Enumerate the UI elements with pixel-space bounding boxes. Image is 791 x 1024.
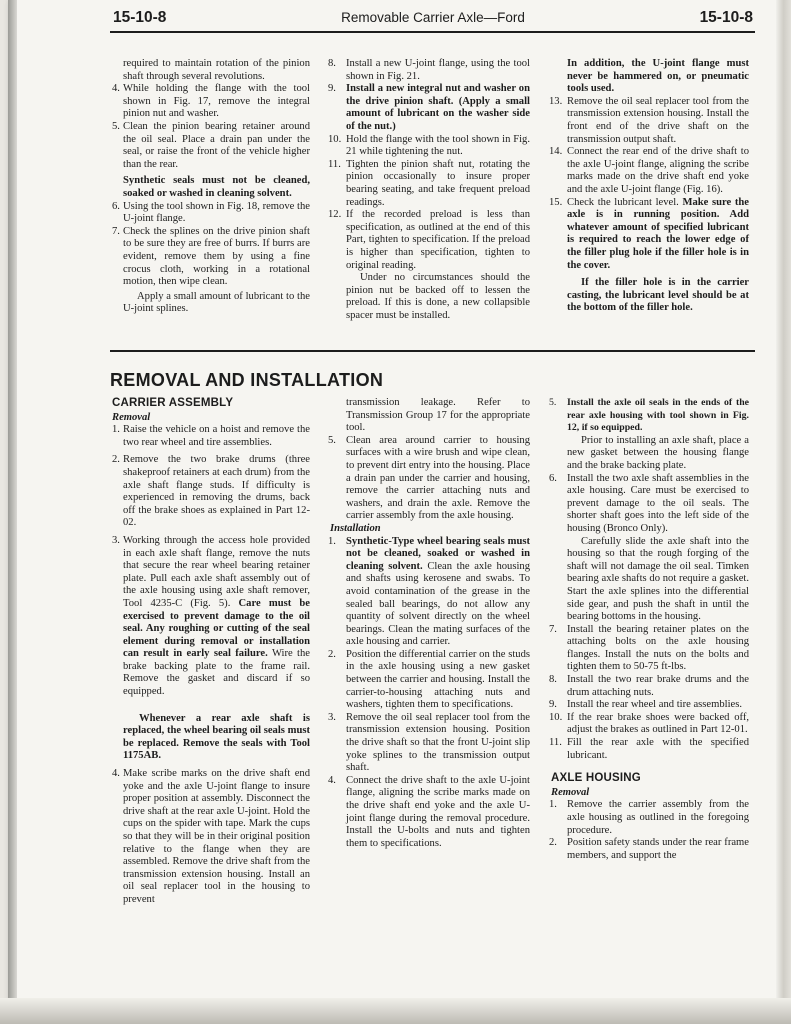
list-item: 4. Connect the drive shaft to the axle U-joint flange, aligning the scribe marks made on the drive shaft end yoke and the axle U-joint flange during the removal procedure. Install the U-bolts and nuts and tighten them to specifications. — [328, 774, 530, 849]
top-column-1 — [112, 58, 310, 316]
list-item: 2. Position safety stands under the rear frame members, and support the — [549, 837, 749, 861]
list-item: 3. Working through the access hole provided in each axle shaft flange, remove the nuts that secure the rear wheel bearing retainer plate. Pull each axle shaft assembly out of the axle housing using axle shaft remover, Tool 4235-C (Fig. 5). Care must be exercised to prevent damage to the oil seal. Any roughing or cutting of the seal element during removal or installation can result in early seal failure. Wire the brake backing plate to the frame rail. Remove the gasket and discard if so equipped. — [112, 534, 310, 698]
top-column-3 — [551, 58, 749, 315]
list-item: 9. Install the rear wheel and tire assemblies. — [549, 699, 743, 711]
list-item: 1. Synthetic-Type wheel bearing seals must not be cleaned, soaked or washed in cleaning solvent. Clean the axle housing and shafts using kerosene and swabs. To avoid contamination of the grease in the sealed ball bearings, do not allow any quantity of solvent directly on the wheel bearings. Clean the mating surfaces of the axle housing and carrier. — [328, 535, 530, 648]
warning-note: In addition, the U-joint flange must never be hammered on, or pneumatic tools used. — [567, 58, 749, 95]
paragraph: Carefully slide the axle shaft into the housing so that the rough forging of the shaft will not damage the oil seal. Timken bearing axle shafts do not require a gasket. Start the axle splines into the differential side gear, and push the shaft in until the bearing bottoms in the housing. — [567, 535, 749, 623]
page-right-edge — [776, 0, 791, 1024]
list-item: 8. Install the two rear brake drums and the drum attaching nuts. — [549, 674, 749, 698]
paragraph: required to maintain rotation of the pinion shaft through several revolutions. — [123, 58, 310, 82]
list-item: 1. Raise the vehicle on a hoist and remove the two rear wheel and tire assemblies. — [112, 424, 310, 448]
list-item: 4. While holding the flange with the tool shown in Fig. 17, remove the integral pinion nut and washer. — [112, 83, 310, 120]
list-item: 2. Remove the two brake drums (three shakeproof retainers at each drum) from the axle shaft flange studs. If difficulty is experienced in removing the drums, back off the brake shoes as explained in Part 12-02. — [112, 454, 310, 529]
page-number-right: 15-10-8 — [699, 9, 753, 26]
list-item: 14. Connect the rear end of the drive shaft to the axle U-joint flange, aligning the scribe marks made on the drive shaft end yoke and the axle U-joint flange (Fig. 16). — [549, 146, 749, 195]
list-item: 4. Make scribe marks on the drive shaft end yoke and the axle U-joint flange to insure proper position at assembly. Disconnect the drive shaft at the rear axle U-joint. Hold the cups on the spider with tape. Mark the cups so that they will be in their original position relative to the flange when they are assembled. Remove the drive shaft from the transmission extension housing. Install an oil seal replacer tool in the housing to prevent — [112, 768, 310, 905]
list-item: 5. Clean area around carrier to housing surfaces with a wire brush and wipe clean, to prevent dirt entry into the housing. Place a drain pan under the carrier and housing, remove the carrier attaching nuts and washers, and drain the axle. Remove the carrier assembly from the axle housing. — [328, 434, 530, 522]
warning-note: If the filler hole is in the carrier casting, the lubricant level should be at the bottom of the filler hole. — [567, 277, 749, 314]
page-header — [113, 9, 753, 31]
list-item: 5. Clean the pinion bearing retainer around the oil seal. Place a drain pan under the seal, or raise the front of the vehicle higher than the rear. — [112, 120, 310, 170]
subsection-heading: AXLE HOUSING — [551, 772, 641, 785]
subheading-installation: Installation — [330, 522, 381, 534]
paragraph: transmission leakage. Refer to Transmission Group 17 for the appropriate tool. — [346, 397, 530, 434]
list-item: 6. Using the tool shown in Fig. 18, remove the U-joint flange. — [112, 200, 310, 225]
list-item: 1. Remove the carrier assembly from the axle housing as outlined in the foregoing procedure. — [549, 799, 749, 836]
warning-note: Whenever a rear axle shaft is replaced, the wheel bearing oil seals must be replaced. Remove the seals with Tool 1175AB. — [123, 712, 310, 762]
list-item: 6. Install the two axle shaft assemblies in the axle housing. Care must be exercised to prevent damage to the oil seals. The shorter shaft goes into the left side of the housing (Bronco Only). — [549, 472, 749, 534]
subsection-heading: CARRIER ASSEMBLY — [112, 397, 234, 409]
list-item: 7. Check the splines on the drive pinion shaft to be sure they are free of burrs. If burrs are evident, remove them by using a fine crocus cloth, working in a rotational motion, then wipe clean. — [112, 225, 310, 288]
bottom-column-3 — [551, 397, 749, 862]
paragraph: Under no circumstances should the pinion nut be backed off to lessen the preload. If this is done, a new collapsible spacer must be installed. — [346, 272, 530, 321]
bottom-column-2 — [330, 397, 530, 850]
warning-note: Synthetic seals must not be cleaned, soaked or washed in cleaning solvent. — [123, 175, 310, 199]
list-item: 10. Hold the flange with the tool shown in Fig. 21 while tightening the nut. — [328, 133, 530, 158]
section-rule — [110, 350, 755, 352]
list-item: 13. Remove the oil seal replacer tool from the transmission extension housing. Install the front end of the drive shaft on the transmission output shaft. — [549, 95, 749, 145]
section-title: REMOVAL AND INSTALLATION — [110, 370, 384, 390]
list-item: 8. Install a new U-joint flange, using the tool shown in Fig. 21. — [328, 58, 530, 82]
paragraph: Prior to installing an axle shaft, place a new gasket between the housing flange and the brake backing plate. — [567, 434, 749, 471]
top-column-2 — [330, 58, 530, 322]
list-item: 15. Check the lubricant level. Make sure the axle is in running position. Add whatever amount of specified lubricant is required to reach the lower edge of the filler plug hole if the filler hole is in the cover. — [549, 196, 749, 271]
header-rule — [110, 31, 755, 33]
list-item: 2. Position the differential carrier on the studs in the axle housing using a new gasket between the carrier and housing. Install the carrier-to-housing attaching nuts and washers, tighten them to specifications. — [328, 648, 530, 711]
running-title: Removable Carrier Axle—Ford — [341, 10, 525, 25]
list-item: 9. Install a new integral nut and washer on the drive pinion shaft. (Apply a small amount of lubricant on the washer side of the nut.) — [328, 83, 530, 132]
bottom-column-1 — [112, 397, 310, 907]
paragraph: Apply a small amount of lubricant to the U-joint splines. — [123, 290, 310, 315]
list-item: 3. Remove the oil seal replacer tool from the transmission extension housing. Position the drive shaft so that the front U-joint slip yoke splines to the transmission output shaft. — [328, 711, 530, 774]
list-item: 12. If the recorded preload is less than specification, as outlined at the end of this Part, tighten to specification. If the preload is higher than specification, tighten to original reading. — [328, 209, 530, 271]
list-item: 11. Tighten the pinion shaft nut, rotating the pinion occasionally to insure proper bearing seating, and take frequent preload readings. — [328, 158, 530, 208]
page-spine-shadow — [8, 0, 17, 1024]
page-bottom-edge — [0, 998, 791, 1024]
page-number-left: 15-10-8 — [113, 9, 167, 26]
list-item: 7. Install the bearing retainer plates on the attaching bolts on the axle housing flanges. Install the nuts on the bolts and tighten them to 50-75 ft-lbs. — [549, 623, 749, 673]
subheading-removal: Removal — [551, 786, 590, 798]
subheading-removal: Removal — [112, 411, 151, 423]
list-item: 11. Fill the rear axle with the specified lubricant. — [549, 737, 749, 761]
list-item: 5. Install the axle oil seals in the ends of the rear axle housing with tool shown in Fig. 12, if so equipped. — [549, 397, 749, 434]
list-item: 10. If the rear brake shoes were backed off, adjust the brakes as outlined in Part 12-01. — [549, 711, 749, 736]
